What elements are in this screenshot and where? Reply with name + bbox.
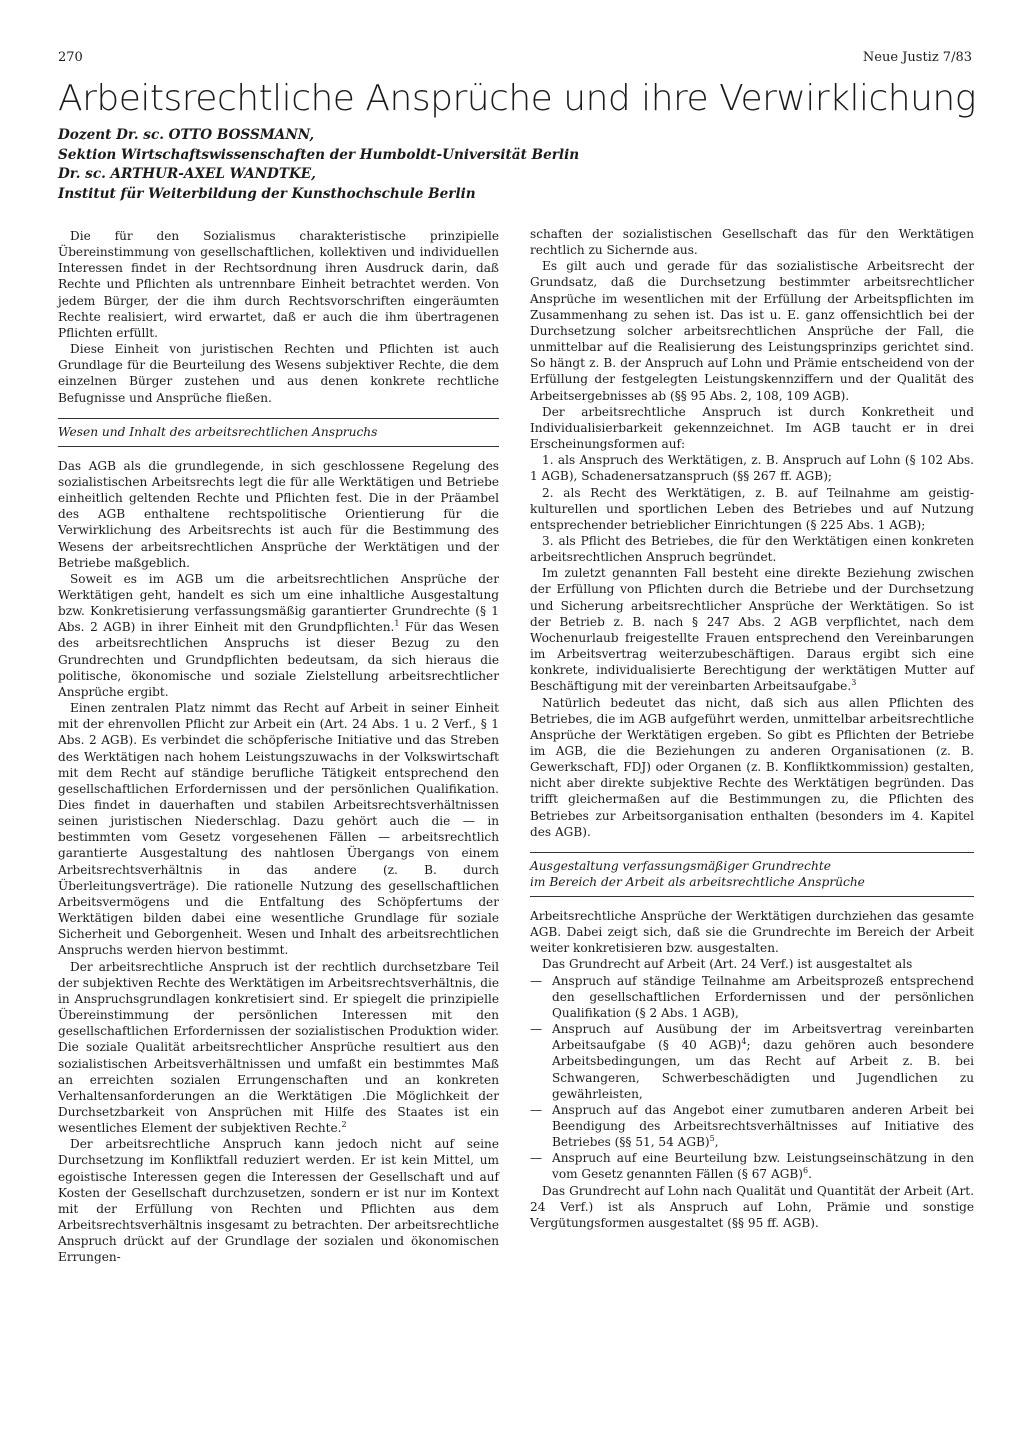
list-item-text: Anspruch auf Ausübung der im Arbeitsvertrag vereinbarten Arbeitsaufgabe (§ 40 AGB) [552,1022,974,1053]
author-block [58,126,978,204]
paragraph-text: Soweit es im AGB um die arbeitsrechtlichen Ansprüche der Werktätigen geht, handelt es sich um eine inhaltliche Ausgestaltung bzw. Konkretisierung verfassungsmäßig garantierter Grundrechte (§ 1 Abs. 2 AGB) in ihrer Einheit mit den Grundpflichten. [58,571,499,635]
paragraph: Der arbeitsrechtliche Anspruch kann jedoch nicht auf seine Durchsetzung im Konfliktfall reduziert werden. Er ist kein Mittel, um egoistische Interessen gegen die Interessen der Gesellschaft und auf Kosten der Gesellschaft durchzusetzen, sondern er ist nur im Kontext mit der Erfüllung von Rechten und Pflichten aus dem Arbeitsrechtsverhältnis insgesamt zu betrachten. Der arbeitsrechtliche Anspruch drückt auf der Grundlage der sozialen und ökonomischen Errungen- [58,1137,499,1265]
author-2-name: Dr. sc. ARTHUR-AXEL WANDTKE, [58,166,316,183]
list-item-text: Anspruch auf eine Beurteilung bzw. Leistungseinschätzung in den vom Gesetz genannten Fällen (§ 67 AGB) [552,1151,974,1182]
list-item-text: , [714,1135,719,1150]
right-column [530,226,974,1231]
paragraph-text: Für das Wesen des arbeitsrechtlichen Anspruchs ist dieser Bezug zu den Grundrechten und Grundpflichten bedeutsam, da sich hieraus die politische, ökonomische und soziale Zielstellung arbeitsrechtlicher Ansprüche ergibt. [58,620,500,699]
list-item-text: . [808,1167,812,1182]
section-heading-line: Ausgestaltung verfassungsmäßiger Grundrechte [530,858,831,873]
paragraph: Das Grundrecht auf Arbeit (Art. 24 Verf.) ist ausgestaltet als [542,957,913,972]
numbered-item: 1. als Anspruch des Werktätigen, z. B. Anspruch auf Lohn (§ 102 Abs. 1 AGB), Schadenersatzanspruch (§§ 267 ff. AGB); [530,453,974,484]
author-1-name: Dozent Dr. sc. OTTO BOSSMANN, [58,127,315,143]
numbered-item: 3. als Pflicht des Betriebes, die für den Werktätigen einen konkreten arbeitsrechtlichen Anspruch begründet. [530,533,974,565]
author-1-affiliation: Sektion Wirtschaftswissenschaften der Humboldt-Universität Berlin [58,146,580,163]
list-item-text: ; dazu gehören auch besondere Arbeitsbedingungen, um das Recht auf Arbeit z. B. bei Schwangeren, Schwerbeschädigten und Jugendlichen zu gewährleisten, [552,1038,974,1101]
journal-issue: Neue Justiz 7/83 [862,50,972,65]
footnote-ref: 4 [741,1037,747,1047]
dash-marker: — [530,973,543,988]
list-item-text: Anspruch auf das Angebot einer zumutbaren anderen Arbeit bei Beendigung des Arbeitsrechtsverhältnisses auf Initiative des Betriebes (§§ 51, 54 AGB) [552,1102,974,1150]
section-heading: Wesen und Inhalt des arbeitsrechtlichen Anspruchs [58,418,499,447]
numbered-item: 2. als Recht des Werktätigen, z. B. auf Teilnahme am geistig-kulturellen und sportlichen Leben des Betriebes und auf Nutzung entsprechender betrieblicher Einrichtungen (§ 225 Abs. 1 AGB); [530,485,974,532]
dash-marker: — [530,1102,543,1117]
list-item-text: Anspruch auf ständige Teilnahme am Arbeitsprozeß entsprechend den gesellschaftlichen Erfordernissen und der persönlichen Qualifikation (§ 2 Abs. 1 AGB), [552,973,974,1020]
paragraph [530,565,974,694]
page-number: 270 [58,50,83,65]
paragraph: Der arbeitsrechtliche Anspruch ist durch Konkretheit und Individualisierbarkeit gekennzeichnet. Im AGB taucht er in drei Erscheinungsformen auf: [530,404,974,452]
footnote-ref: 2 [341,1120,347,1130]
footnote-ref: 6 [802,1166,809,1176]
paragraph: schaften der sozialistischen Gesellschaft das für den Werktätigen rechtlich zu Sichernde aus. [530,227,974,258]
section-heading [530,852,974,897]
paragraph: Es gilt auch und gerade für das sozialistische Arbeitsrecht der Grundsatz, daß die Durchsetzung bestimmter arbeitsrechtlicher Ansprüche im wesentlichen mit der Erfüllung der Arbeitspflichten im Zusammenhang zu sehen ist. Das ist u. E. ganz offensichtlich bei der Durchsetzung solcher arbeitsrechtlichen Ansprüche der Fall, die unmittelbar auf die Realisierung des Leistungsprinzips gerichtet sind. So hängt z. B. der Anspruch auf Lohn und Prämie entscheidend von der Erfüllung der festgelegten Leistungskennziffern und der Qualität des Arbeitsergebnisses ab (§§ 95 Abs. 2, 108, 109 AGB). [530,259,974,403]
article-title: Arbeitsrechtliche Ansprüche und ihre Verwirklichung [58,78,976,119]
paragraph: Diese Einheit von juristischen Rechten und Pflichten ist auch Grundlage für die Beurteilung des Wesens subjektiver Rechte, die dem einzelnen Bürger zustehen und aus denen konkrete rechtliche Befugnisse und Ansprüche fließen. [58,342,499,405]
paragraph: Natürlich bedeutet das nicht, daß sich aus allen Pflichten des Betriebes, die im AGB aufgeführt werden, unmittelbar arbeitsrechtliche Ansprüche der Werktätigen ergeben. So gibt es Pflichten der Betriebe im AGB, die die Beziehungen zu anderen Organisationen (z. B. Gewerkschaft, FDJ) oder Organen (z. B. Konfliktkommission) gestalten, nicht aber direkte subjektive Rechte des Werktätigen begründen. Das trifft gleichermaßen auf die Bestimmungen zu, die Pflichten des Betriebes zur Arbeitsorganisation enthalten (besonders im 4. Kapitel des AGB). [530,695,974,839]
left-column [58,228,499,1266]
dash-marker: — [530,1151,543,1166]
author-2-affiliation: Institut für Weiterbildung der Kunsthochschule Berlin [58,185,476,202]
list-item [530,1102,974,1150]
dash-marker: — [530,1022,543,1037]
footnote-ref: 1 [394,619,400,629]
paragraph: Die für den Sozialismus charakteristische prinzipielle Übereinstimmung von gesellschaftlichen, kollektiven und individuellen Interessen findet in der Rechtsordnung ihren Ausdruck darin, daß Rechte und Pflichten als untrennbare Einheit betrachtet werden. Von jedem Bürger, der die ihm durch Rechtsvorschriften eingeräumten Rechte realisiert, wird erwartet, daß er auch die ihm übertragenen Pflichten erfüllt. [58,229,499,340]
claim-list [530,973,974,1183]
list-item [530,1021,974,1102]
footnote-ref: 5 [709,1134,715,1144]
paragraph [58,959,499,1137]
paragraph-text: Im zuletzt genannten Fall besteht eine direkte Beziehung zwischen der Erfüllung von Pflichten durch die Betriebe und der Durchsetzung und Sicherung arbeitsrechtlicher Ansprüche der Werktätigen. So ist der Betrieb z. B. nach § 247 Abs. 2 AGB verpflichtet, nach dem Wochenurlaub freigestellte Frauen entsprechend den Vereinbarungen im Arbeitsvertrag weiterzubeschäftigen. Daraus ergibt sich eine konkrete, individualisierte Berechtigung der werktätigen Mutter auf Beschäftigung mit der vereinbarten Arbeitsaufgabe. [530,566,974,694]
paragraph: Einen zentralen Platz nimmt das Recht auf Arbeit in seiner Einheit mit der ehrenvollen Pflicht zur Arbeit ein (Art. 24 Abs. 1 u. 2 Verf., § 1 Abs. 2 AGB). Es verbindet die schöpferische Initiative und das Streben des Werktätigen nach hohem Leistungszuwachs in der Volkswirtschaft mit dem Recht auf ständige berufliche Tätigkeit entsprechend den gesellschaftlichen Erfordernissen und der persönlichen Qualifikation. Dies findet in dauerhaften und stabilen Arbeitsrechtsverhältnissen seinen juristischen Niederschlag. Dazu gehört auch die — in bestimmten vom Gesetz vorgesehenen Fällen — arbeitsrechtlich garantierte Ausgestaltung des nahtlosen Übergangs von einem Arbeitsrechtsverhältnis in das andere (z. B. durch Überleitungsverträge). Die rationelle Nutzung des gesellschaftlichen Arbeitsvermögens und die Entfaltung des Schöpfertums der Werktätigen bilden dabei eine wesentliche Grundlage für soziale Sicherheit und Geborgenheit. Wesen und Inhalt des arbeitsrechtlichen Anspruchs werden hiervon bestimmt. [58,701,499,958]
paragraph: Das AGB als die grundlegende, in sich geschlossene Regelung des sozialistischen Arbeitsrechts legt die für alle Werktätigen und Betriebe einheitlich geltenden Rechte und Pflichten fest. Die in der Präambel des AGB enthaltene rechtspolitische Orientierung für die Verwirklichung des Arbeitsrechts ist auch für die Bestimmung des Wesens der arbeitsrechtlichen Ansprüche der Werktätigen und der Betriebe maßgeblich. [58,458,499,570]
paragraph: Das Grundrecht auf Lohn nach Qualität und Quantität der Arbeit (Art. 24 Verf.) ist als Anspruch auf Lohn, Prämie und sonstige Vergütungsformen ausgestaltet (§§ 95 ff. AGB). [530,1183,974,1230]
list-item [530,973,974,1021]
paragraph-text: Der arbeitsrechtliche Anspruch ist der rechtlich durchsetzbare Teil der subjektiven Rechte des Werktätigen im Arbeitsrechtsverhältnis, die in Anspruchsgrundlagen konkretisiert sind. Er spiegelt die prinzipielle Übereinstimmung der persönlichen Interessen mit den gesellschaftlichen Erfordernissen der sozialistischen Produktion wider. Die soziale Qualität arbeitsrechtlicher Ansprüche resultiert aus den sozialistischen Arbeitsverhältnissen und umfaßt ein bestimmtes Maß an erreichten sozialen Errungenschaften und an konkreten Verhaltensanforderungen an die Werktätigen .Die Möglichkeit der Durchsetzbarkeit von Ansprüchen mit Hilfe des Staates ist ein wesentliches Element der subjektiven Rechte. [58,959,499,1136]
list-item [530,1150,974,1182]
section-heading-line: im Bereich der Arbeit als arbeitsrechtliche Ansprüche [530,874,865,889]
footnote-ref: 3 [851,678,857,688]
paragraph: Arbeitsrechtliche Ansprüche der Werktätigen durchziehen das gesamte AGB. Dabei zeigt sich, daß sie die Grundrechte im Bereich der Arbeit weiter konkretisieren bzw. ausgestalten. [530,908,974,956]
paragraph [58,571,499,700]
